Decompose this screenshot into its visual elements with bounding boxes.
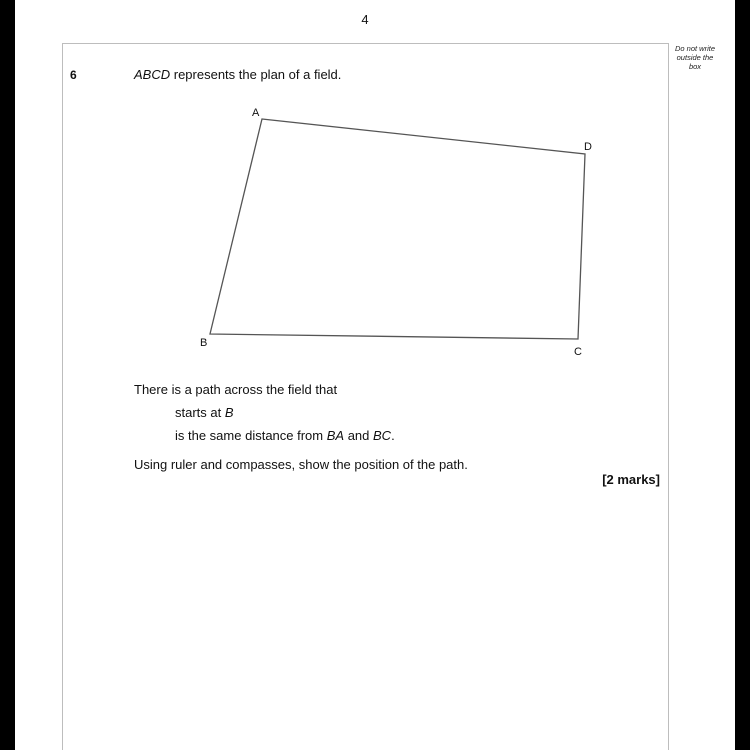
question-number: 6	[70, 68, 77, 82]
instruction: Using ruler and compasses, show the position of the path.	[134, 457, 468, 472]
field-diagram	[15, 0, 735, 750]
condition-1-point: B	[224, 405, 234, 420]
condition-starts-at	[175, 405, 234, 420]
vertex-label-c: C	[574, 346, 582, 358]
condition-equidistant	[175, 428, 395, 443]
page-number: 4	[361, 12, 369, 27]
condition-2-and: and	[344, 428, 373, 443]
vertex-label-d: D	[584, 141, 592, 153]
condition-2-end: .	[391, 428, 395, 443]
marks-label: [2 marks]	[602, 472, 660, 487]
path-description: There is a path across the field that	[134, 382, 338, 397]
condition-1-text: starts at	[175, 405, 225, 420]
margin-note-line-1: Do not write	[674, 44, 716, 53]
margin-note-line-2: outside the	[676, 53, 714, 62]
vertex-label-a: A	[252, 107, 260, 119]
vertex-label-b: B	[200, 337, 208, 349]
condition-2-line-2: BC	[373, 428, 392, 443]
field-quadrilateral	[210, 119, 585, 339]
condition-2-line-1: BA	[326, 428, 345, 443]
intro-shape-name: ABCD	[134, 67, 171, 82]
intro-text: represents the plan of a field.	[170, 67, 342, 82]
exam-page	[15, 0, 735, 750]
margin-note-line-3: box	[688, 62, 702, 71]
condition-2-text: is the same distance from	[175, 428, 327, 443]
